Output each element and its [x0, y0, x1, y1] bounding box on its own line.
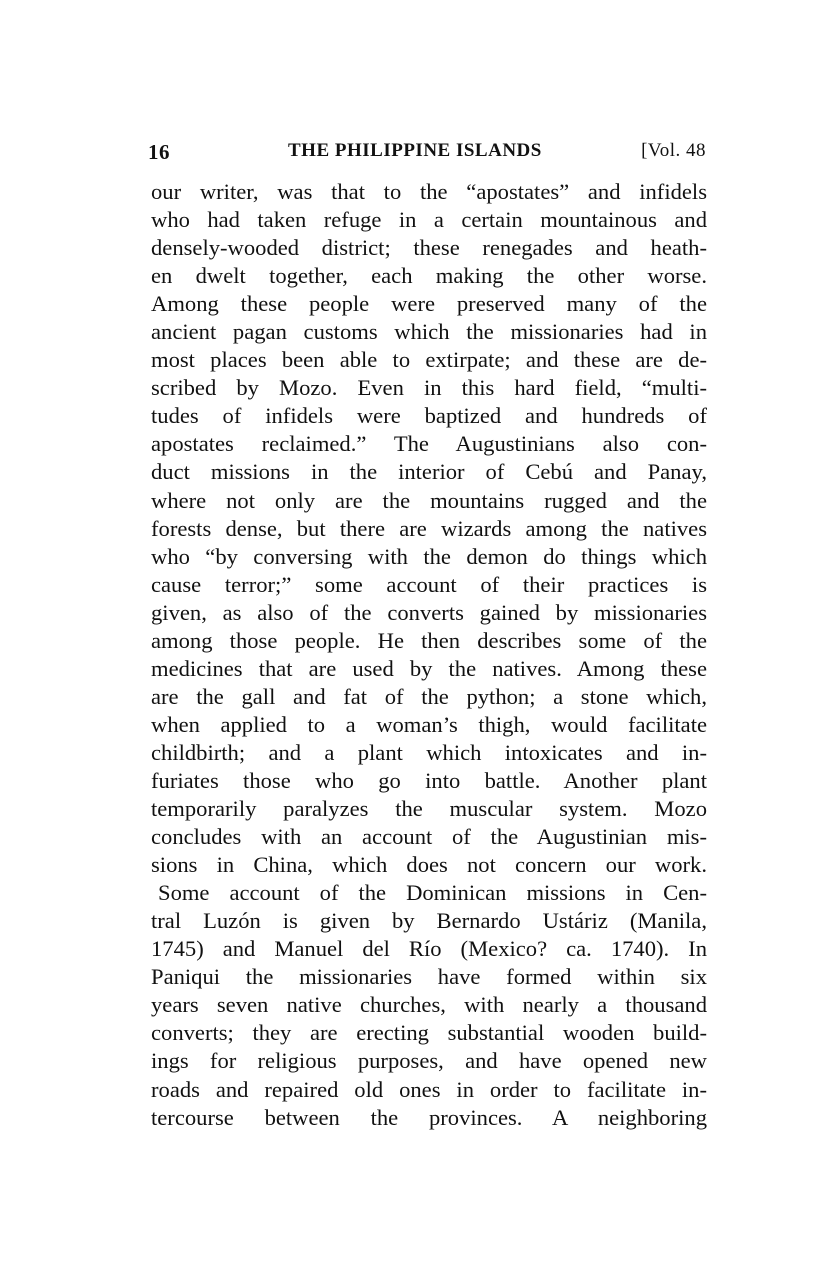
- text-line: tral Luzón is given by Bernardo Ustáriz (Manila,: [151, 908, 707, 934]
- text-line: ancient pagan customs which the missionaries had in: [151, 319, 707, 345]
- text-line: concludes with an account of the Augustinian mis-: [151, 824, 707, 850]
- volume-label: [Vol. 48: [641, 140, 706, 161]
- text-line: when applied to a woman’s thigh, would facilitate: [151, 711, 707, 737]
- text-line: converts; they are erecting substantial wooden build-: [151, 1020, 707, 1046]
- text-line: who “by conversing with the demon do things which: [151, 543, 707, 569]
- text-line: who had taken refuge in a certain mountainous and: [151, 207, 707, 233]
- text-line: roads and repaired old ones in order to facilitate in-: [151, 1076, 707, 1102]
- text-line: most places been able to extirpate; and these are de-: [151, 347, 707, 373]
- text-line: years seven native churches, with nearly a thousand: [151, 992, 707, 1018]
- text-line: Paniqui the missionaries have formed within six: [151, 964, 707, 990]
- text-line: densely-wooded district; these renegades and heath-: [151, 235, 707, 261]
- text-line: tudes of infidels were baptized and hundreds of: [151, 403, 707, 429]
- text-line: apostates reclaimed.” The Augustinians also con-: [151, 431, 707, 457]
- text-line: medicines that are used by the natives. Among these: [151, 655, 707, 681]
- text-line: our writer, was that to the “apostates” and infidels: [151, 179, 707, 204]
- text-line: tercourse between the provinces. A neighboring: [151, 1104, 707, 1130]
- text-line: Among these people were preserved many of the: [151, 291, 707, 317]
- text-line: en dwelt together, each making the other worse.: [151, 263, 707, 289]
- text-line: ings for religious purposes, and have opened new: [151, 1048, 707, 1074]
- text-line: are the gall and fat of the python; a stone which,: [151, 683, 707, 709]
- text-line: furiates those who go into battle. Another plant: [151, 767, 707, 793]
- text-line: among those people. He then describes some of the: [151, 627, 707, 653]
- text-line: sions in China, which does not concern our work.: [151, 852, 707, 878]
- text-line: given, as also of the converts gained by missionaries: [151, 599, 707, 625]
- page-number: 16: [148, 140, 170, 164]
- text-line: duct missions in the interior of Cebú and Panay,: [151, 459, 707, 485]
- running-title: THE PHILIPPINE ISLANDS: [288, 140, 542, 161]
- running-head: [148, 140, 706, 170]
- text-line: scribed by Mozo. Even in this hard field, “multi-: [151, 375, 707, 401]
- text-line: 1745) and Manuel del Río (Mexico? ca. 1740). In: [151, 936, 707, 962]
- text-line: temporarily paralyzes the muscular system. Mozo: [151, 796, 707, 822]
- text-line: childbirth; and a plant which intoxicates and in-: [151, 739, 707, 765]
- text-line: Some account of the Dominican missions in Cen-: [158, 880, 707, 906]
- text-line: where not only are the mountains rugged and the: [151, 487, 707, 513]
- text-line: forests dense, but there are wizards among the natives: [151, 515, 707, 541]
- body-text: [151, 178, 707, 1132]
- text-line: cause terror;” some account of their practices is: [151, 571, 707, 597]
